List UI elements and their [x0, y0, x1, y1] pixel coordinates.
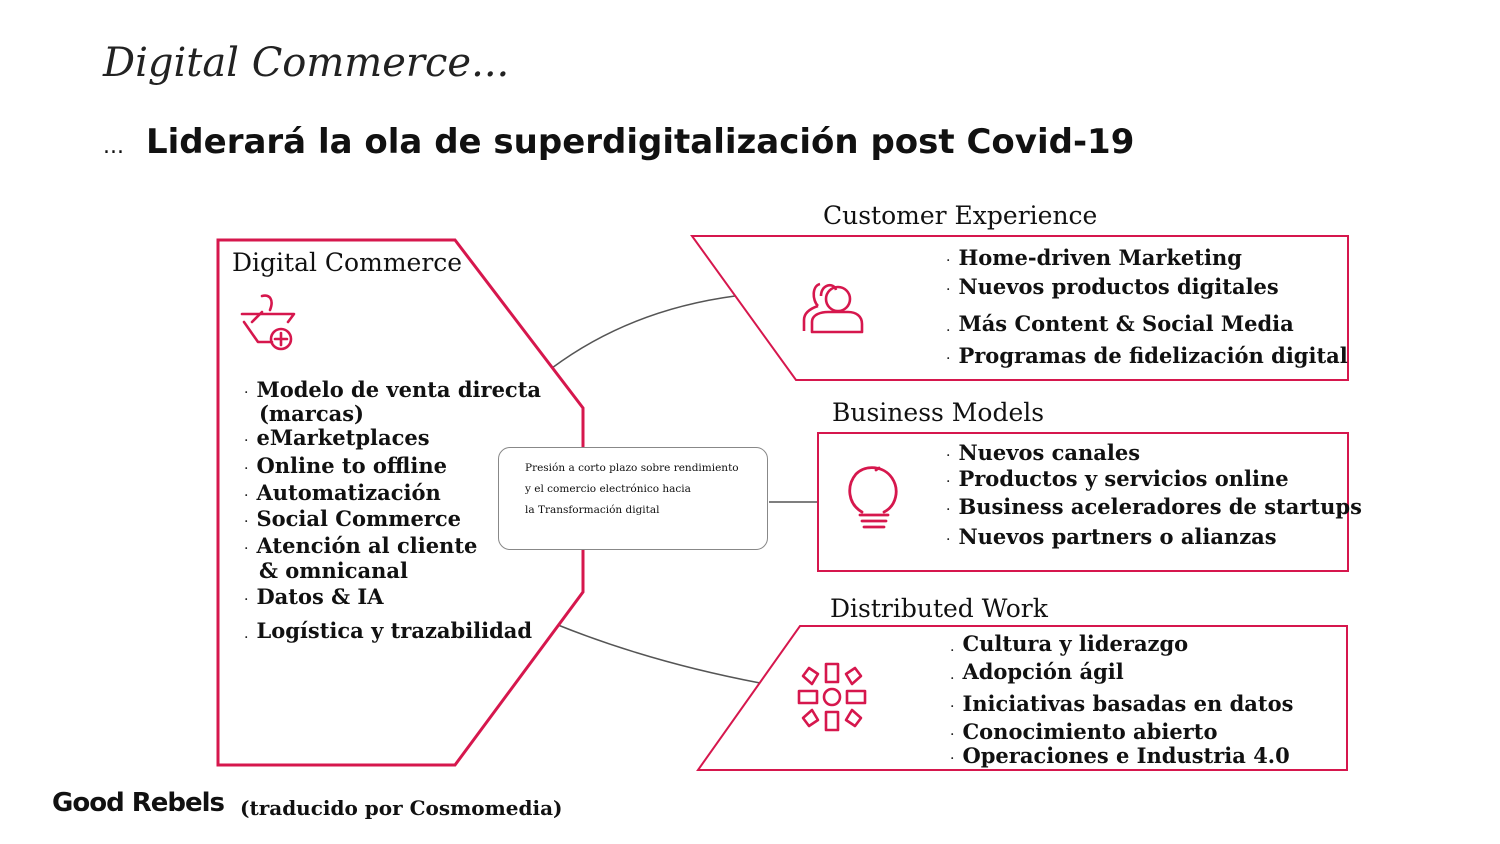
network-hub-icon — [799, 664, 865, 730]
subtitle-text: Liderará la ola de superdigitalización post Covid-19 — [145, 122, 1135, 162]
list-item: & omnicanal — [259, 558, 408, 583]
pressure-callout — [498, 447, 768, 550]
list-item: · Programas de fidelización digital — [946, 343, 1348, 368]
list-item: · Modelo de venta directa — [244, 377, 542, 402]
connector-customer-experience — [552, 296, 735, 368]
list-item: · eMarketplaces — [244, 425, 430, 450]
list-item: · Nuevos productos digitales — [946, 274, 1279, 299]
list-item: · Social Commerce — [244, 506, 462, 531]
list-item: · Business aceleradores de startups — [946, 494, 1362, 519]
list-item: . Cultura y liderazgo — [950, 631, 1189, 656]
list-item: · Productos y servicios online — [946, 466, 1289, 491]
list-item: · Iniciativas basadas en datos — [950, 691, 1294, 716]
lightbulb-icon — [850, 468, 896, 527]
list-item: · Online to offline — [244, 453, 447, 478]
list-item: (marcas) — [259, 401, 364, 426]
basket-add-icon — [242, 296, 294, 349]
business-models-heading: Business Models — [832, 398, 1045, 427]
distributed-work-heading: Distributed Work — [830, 594, 1048, 623]
callout-line: la Transformación digital — [525, 504, 660, 516]
list-item: . Logística y trazabilidad — [244, 618, 533, 643]
list-item: . Adopción ágil — [950, 659, 1124, 684]
list-item: · Automatización — [244, 480, 441, 505]
list-item: · Datos & IA — [244, 584, 384, 609]
callout-line: y el comercio electrónico hacia — [525, 483, 691, 495]
list-item: · Nuevos partners o alianzas — [946, 524, 1277, 549]
list-item: · Home-driven Marketing — [946, 245, 1242, 270]
list-item: . Más Content & Social Media — [946, 311, 1294, 336]
list-item: · Conocimiento abierto — [950, 719, 1218, 744]
digital-commerce-heading: Digital Commerce — [232, 248, 463, 277]
list-item: · Atención al cliente — [244, 533, 478, 558]
connector-distributed-work — [558, 625, 760, 683]
users-icon — [804, 284, 862, 332]
subtitle-prefix: ... — [103, 134, 124, 159]
list-item: · Nuevos canales — [946, 440, 1141, 465]
translation-credit: (traducido por Cosmomedia) — [240, 796, 563, 820]
callout-line: Presión a corto plazo sobre rendimiento — [525, 462, 739, 474]
customer-experience-heading: Customer Experience — [823, 201, 1098, 230]
list-item: · Operaciones e Industria 4.0 — [950, 743, 1290, 768]
brand-logo: Good Rebels — [52, 788, 225, 818]
page-title: Digital Commerce... — [103, 40, 510, 86]
